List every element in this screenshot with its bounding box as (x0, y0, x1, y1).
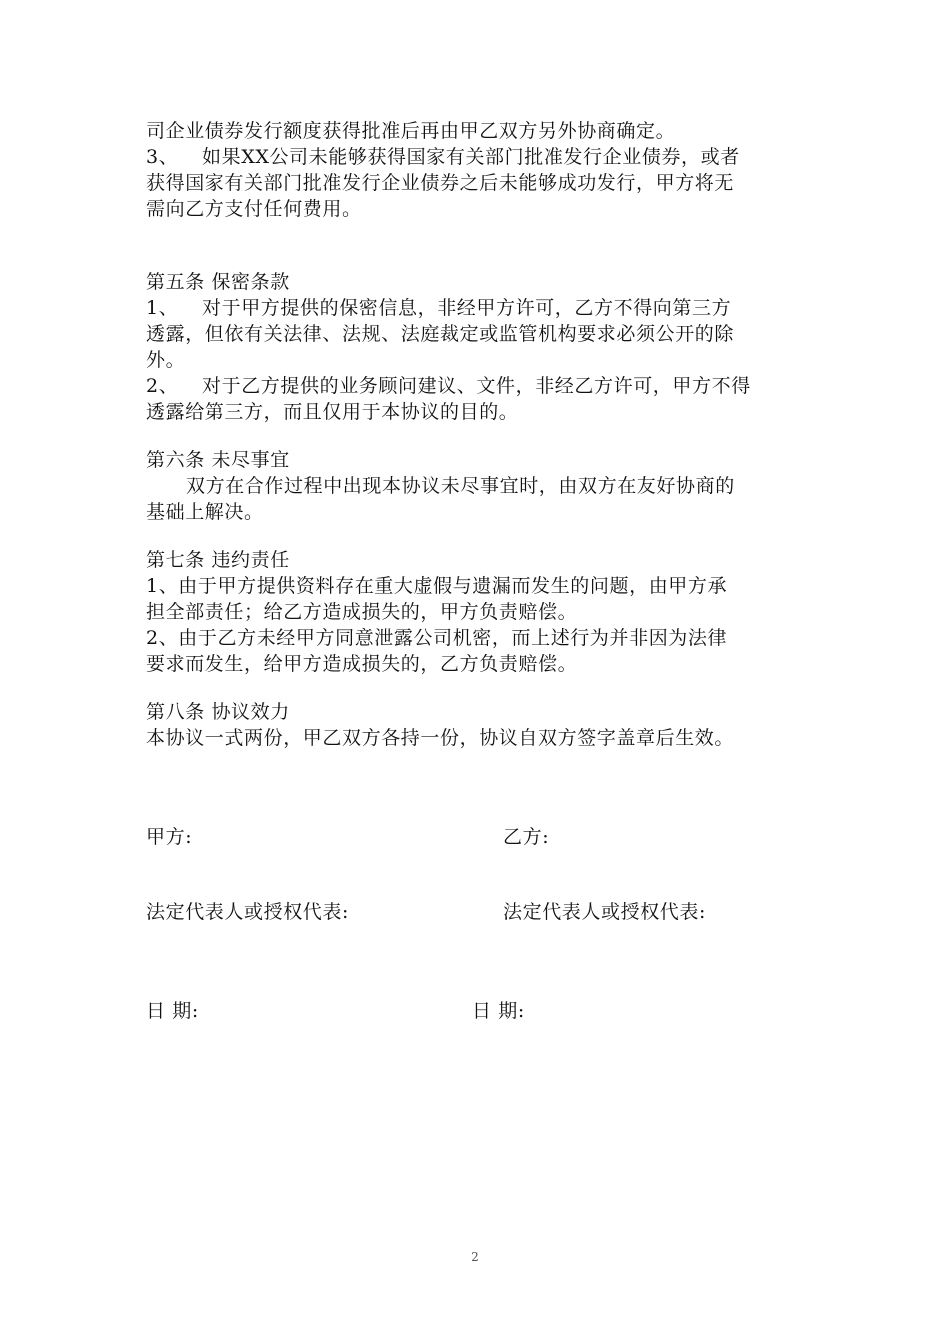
list-item-3 (146, 144, 808, 170)
party-a-label: 甲方: (146, 826, 193, 848)
body-line: 对于甲方提供的保密信息，非经甲方许可，乙方不得向第三方 (202, 297, 732, 319)
list-item-2 (146, 373, 808, 399)
date-a-label: 日 期: (146, 1000, 199, 1022)
representative-b-label: 法定代表人或授权代表: (503, 901, 707, 923)
body-line: 本协议一式两份，甲乙双方各持一份，协议自双方签字盖章后生效。 (146, 727, 735, 749)
article-5-title: 第五条 保密条款 (146, 271, 290, 293)
body-line: 透露，但依有关法律、法规、法庭裁定或监管机构要求必须公开的除 (146, 323, 735, 345)
date-b-label: 日 期: (472, 1000, 525, 1022)
list-number: 2、 (146, 375, 179, 397)
body-line: 司企业债券发行额度获得批准后再由甲乙双方另外协商确定。 (146, 120, 676, 142)
article-7-title: 第七条 违约责任 (146, 549, 290, 571)
article-6-title: 第六条 未尽事宜 (146, 449, 290, 471)
list-number: 3、 (146, 146, 179, 168)
list-item-1 (146, 295, 808, 321)
body-line: 需向乙方支付任何费用。 (146, 198, 362, 220)
representative-a-label: 法定代表人或授权代表: (146, 901, 350, 923)
body-line: 1、由于甲方提供资料存在重大虚假与遗漏而发生的问题，由甲方承 (146, 575, 728, 597)
body-line: 基础上解决。 (146, 501, 264, 523)
document-body (146, 118, 808, 751)
list-number: 1、 (146, 297, 179, 319)
body-line: 担全部责任；给乙方造成损失的，甲方负责赔偿。 (146, 601, 578, 623)
body-line: 外。 (146, 349, 186, 371)
body-line: 获得国家有关部门批准发行企业债券之后未能够成功发行，甲方将无 (146, 172, 735, 194)
article-8-title: 第八条 协议效力 (146, 701, 290, 723)
body-line: 2、由于乙方未经甲方同意泄露公司机密，而上述行为并非因为法律 (146, 627, 728, 649)
body-line: 双方在合作过程中出现本协议未尽事宜时，由双方在友好协商的 (186, 475, 735, 497)
body-line: 要求而发生，给甲方造成损失的，乙方负责赔偿。 (146, 653, 578, 675)
body-line: 对于乙方提供的业务顾问建议、文件，非经乙方许可，甲方不得 (202, 375, 751, 397)
party-b-label: 乙方: (503, 826, 550, 848)
page-number: 2 (471, 1250, 479, 1264)
body-line: 透露给第三方，而且仅用于本协议的目的。 (146, 401, 519, 423)
body-line-indented (146, 473, 808, 499)
body-line: 如果XX公司未能够获得国家有关部门批准发行企业债券，或者 (202, 146, 740, 168)
